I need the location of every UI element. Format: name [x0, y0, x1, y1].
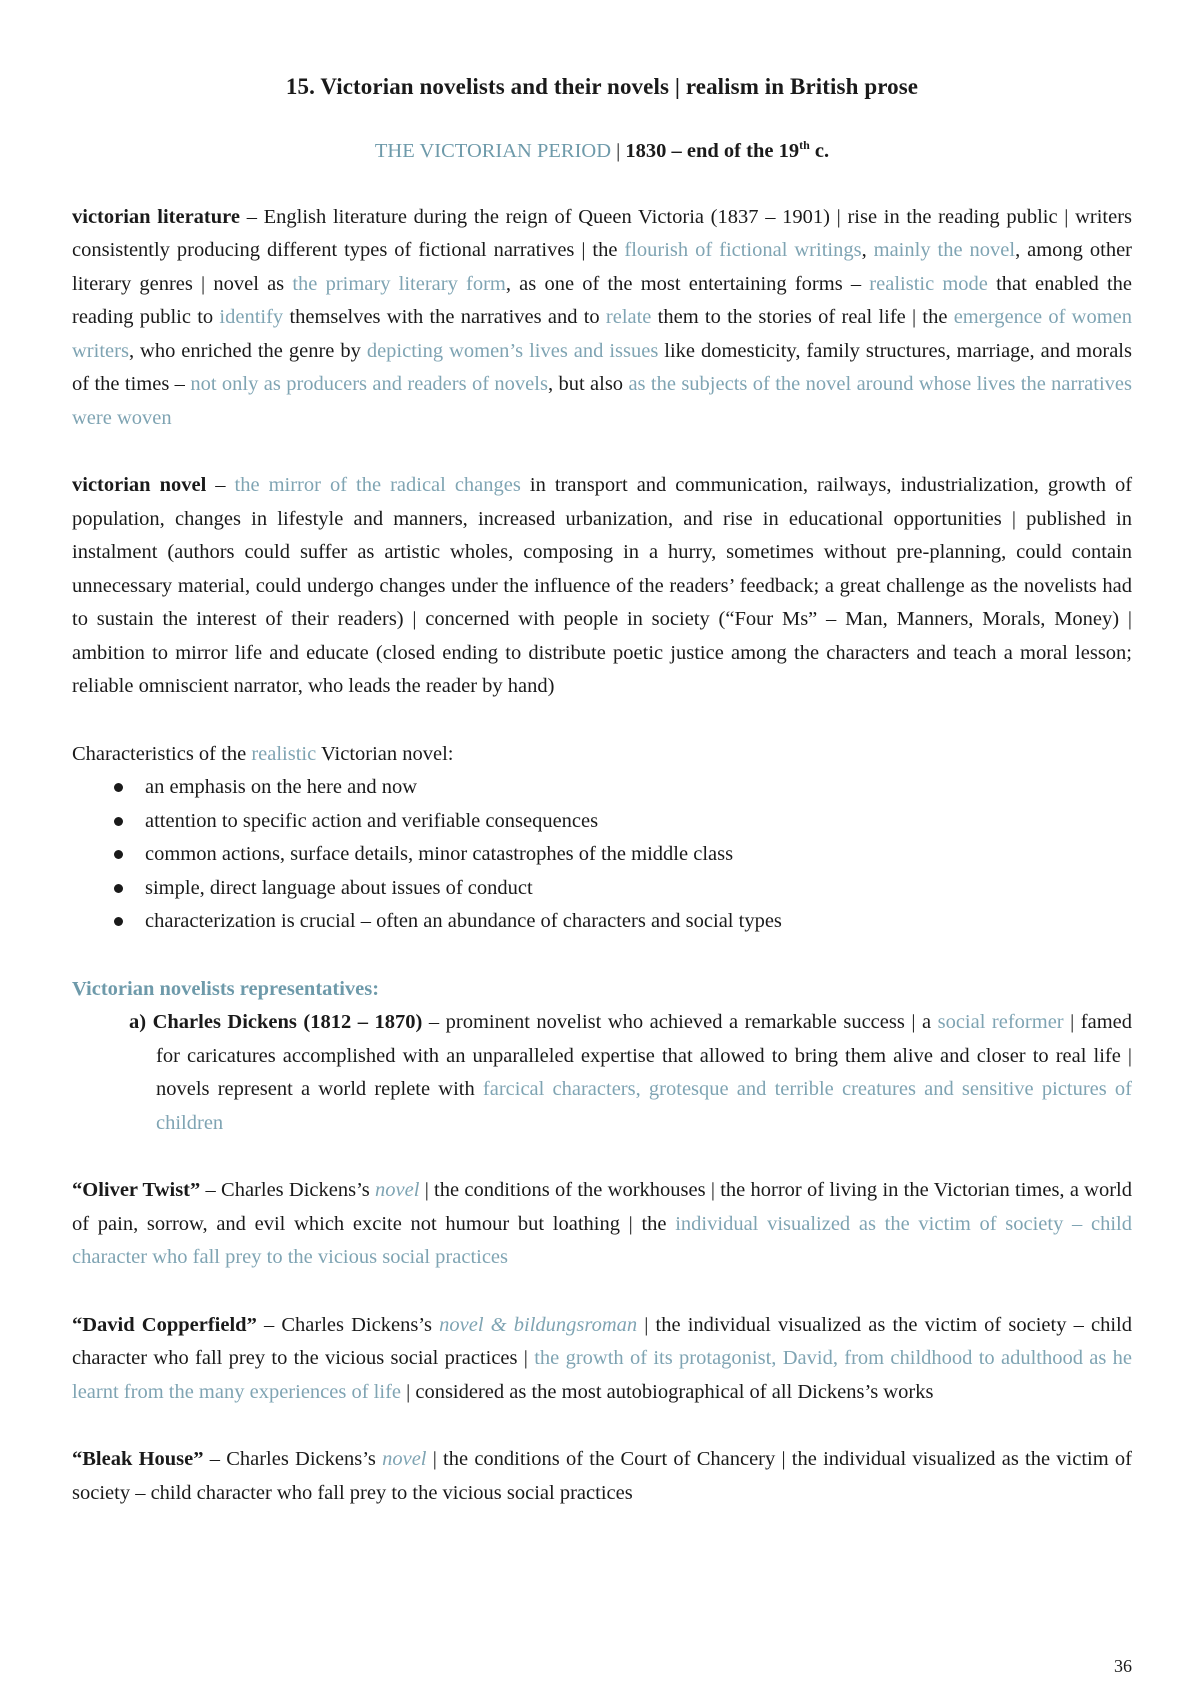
bullet-icon	[114, 884, 123, 893]
text: – Charles Dickens’s	[203, 1448, 383, 1471]
list-item-text: simple, direct language about issues of conduct	[145, 876, 533, 899]
genre: novel	[439, 1313, 484, 1336]
text: – Charles Dickens’s	[200, 1179, 376, 1202]
genre: bildungsroman	[513, 1313, 638, 1336]
highlight: realistic	[251, 742, 317, 765]
period-range	[625, 140, 829, 162]
text: , but also	[547, 373, 629, 396]
text: – English literature during the reign of Queen Victoria (1837 – 1901) | rise in the reading public | writers consistently producing different types of fictional narratives | the	[72, 205, 1132, 262]
highlight: social reformer	[937, 1011, 1064, 1034]
characteristics-intro	[72, 738, 1132, 772]
period-range-text: 1830 – end of the 19	[625, 139, 800, 162]
highlight: as the subjects of the novel around whose lives the narratives were woven	[72, 373, 1132, 429]
oliver-twist-paragraph	[72, 1174, 1132, 1275]
highlight: the growth of its protagonist, David, from childhood to adulthood as he learnt from the many experiences of life	[72, 1347, 1133, 1403]
superscript: th	[799, 138, 810, 152]
work-title: “Oliver Twist”	[72, 1179, 201, 1202]
page-title: 15. Victorian novelists and their novels | realism in British prose	[285, 74, 919, 99]
list-item	[114, 905, 1132, 939]
text: , who enriched the genre by	[128, 339, 367, 362]
highlight: depicting women’s lives and issues	[366, 339, 659, 362]
highlight: the primary literary form	[292, 272, 506, 295]
text: | the individual visualized as the victim of society – child character who fall prey to the vicious social practices |	[72, 1313, 1132, 1370]
list-item-text: attention to specific action and verifiable consequences	[145, 809, 599, 832]
list-item-text: characterization is crucial – often an abundance of characters and social types	[145, 910, 782, 933]
highlight: emergence of women writers	[72, 306, 1133, 362]
bleak-house-paragraph	[72, 1443, 1132, 1510]
page-number: 36	[1114, 1656, 1132, 1676]
highlight: individual visualized as the victim of society – child character who fall prey to the vicious social practices	[72, 1212, 1132, 1269]
period-subtitle	[72, 138, 1132, 163]
novelist-name: a) Charles Dickens (1812 – 1870)	[129, 1011, 423, 1034]
text: ,	[861, 239, 874, 262]
text: them to the stories of real life | the	[651, 306, 954, 329]
list-item	[114, 872, 1132, 906]
genre: novel	[382, 1448, 427, 1471]
ampersand: &	[483, 1313, 514, 1336]
david-copperfield-paragraph	[72, 1309, 1132, 1410]
work-title: “David Copperfield”	[72, 1313, 257, 1336]
text: Characteristics of the	[72, 742, 252, 765]
highlight: the mirror of the radical changes	[234, 474, 521, 497]
text: that enabled the reading public to	[72, 272, 1132, 329]
list-item	[114, 838, 1132, 872]
victorian-literature-paragraph	[72, 201, 1132, 436]
text: – Charles Dickens’s	[256, 1313, 440, 1336]
highlight: relate	[605, 306, 652, 329]
highlight: farcical characters, grotesque and terrible creatures and sensitive pictures of children	[156, 1078, 1132, 1134]
text: | famed for caricatures accomplished with an unparalleled expertise that allowed to bring them alive and closer to real life | novels represent a world replete with	[156, 1011, 1132, 1101]
genre: novel	[375, 1179, 420, 1202]
text: | the conditions of the Court of Chancery | the individual visualized as the victim of society – child character who fall prey to the vicious social practices	[72, 1448, 1132, 1504]
text: Victorian novel:	[316, 742, 454, 765]
text: – prominent novelist who achieved a remarkable success | a	[422, 1011, 938, 1034]
term-victorian-novel: victorian novel	[72, 474, 207, 497]
period-name: THE VICTORIAN PERIOD	[374, 139, 612, 162]
term-victorian-literature: victorian literature	[72, 205, 240, 228]
text: like domesticity, family structures, marriage, and morals of the times –	[72, 339, 1132, 396]
bullet-icon	[114, 850, 123, 859]
bullet-icon	[114, 817, 123, 826]
text: in transport and communication, railways, industrialization, growth of population, changes in lifestyle and manners, increased urbanization, and rise in educational opportunities | published in instalment (authors could suffer as artistic wholes, composing in a hurry, sometimes without pre-planning, could contain unnecessary material, could undergo changes under the influence of the readers’ feedback; a great challenge as the novelists had to sustain the interest of their readers) | concerned with people in society (“Four Ms” – Man, Manners, Morals, Money) | ambition to mirror life and educate (closed ending to distribute poetic justice among the characters and teach a moral lesson; reliable omniscient narrator, who leads the reader by hand)	[72, 474, 1133, 698]
list-item-text: an emphasis on the here and now	[145, 776, 418, 799]
work-title: “Bleak House”	[72, 1448, 204, 1471]
bullet-icon	[114, 783, 123, 792]
separator: |	[611, 139, 626, 162]
representatives-heading: Victorian novelists representatives:	[72, 977, 380, 1000]
victorian-novel-paragraph	[72, 469, 1132, 704]
list-item	[114, 771, 1132, 805]
text: –	[206, 474, 235, 497]
novelist-entry-dickens	[72, 1006, 1132, 1140]
highlight: identify	[219, 306, 284, 329]
period-range-suffix: c.	[809, 139, 830, 162]
text: , as one of the most entertaining forms –	[505, 272, 870, 295]
highlight: mainly the novel	[873, 239, 1016, 262]
list-item	[114, 805, 1132, 839]
text: , among other literary genres | novel as	[72, 239, 1132, 295]
highlight: not only as producers and readers of novels	[190, 373, 548, 396]
characteristics-list	[72, 771, 1132, 939]
highlight: realistic mode	[869, 272, 988, 295]
list-item-text: common actions, surface details, minor catastrophes of the middle class	[145, 843, 734, 866]
document-page	[72, 62, 1132, 1510]
text: themselves with the narratives and to	[283, 306, 606, 329]
text: | considered as the most autobiographical of all Dickens’s works	[401, 1380, 934, 1403]
bullet-icon	[114, 917, 123, 926]
text: | the conditions of the workhouses | the horror of living in the Victorian times, a world of pain, sorrow, and evil which excite not humour but loathing | the	[72, 1179, 1132, 1235]
highlight: flourish of fictional writings	[624, 239, 862, 262]
